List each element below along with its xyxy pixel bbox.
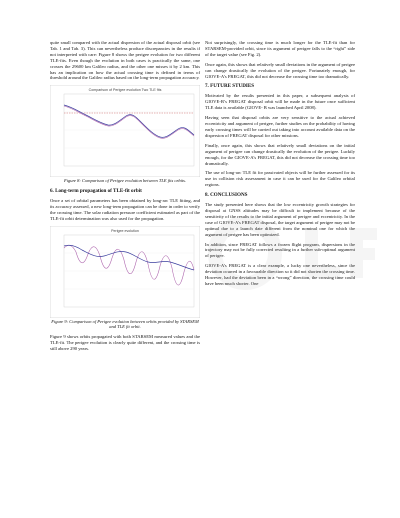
figure-9-chart	[50, 226, 200, 318]
figure-8-chart	[50, 85, 200, 177]
right-paragraph-2: Once again, this shows that relatively small deviations in the argument of perigee can change drastically the evolution of the perigee. Fortunately enough, for GIOVE-A’s FREGAT, this did not decrease the crossing time too dramatically.	[205, 61, 355, 79]
section-7-heading: 7. FUTURE STUDIES	[205, 83, 255, 90]
right-paragraph-9: GIOVE-A’s FREGAT is a clear example, a lucky one nevertheless, since the deviation ocurred in a favourable direction so it did not shorten the crossing time. However, had the deviation been in a “wrong” direction, the crossing time could have been much shorter. One	[205, 263, 355, 286]
watermark-logo	[205, 208, 385, 298]
figure-8-title: Comparison of Perigee evolution Two TLE fits	[88, 88, 162, 93]
figure-9-caption: Figure 9: Comparison of Perigee evolution between orbits provided by STARSEM and TLE fit orbit.	[51, 318, 199, 330]
section-6-heading: 6. Long-term propagation of TLE-fit orbit	[50, 187, 142, 194]
right-paragraph-8: In addition, since FREGAT follows a frozen flight program, dispersions in the trajectory may not be fully corrected resulting in a further sub-optimal argument of perigee.	[205, 241, 355, 259]
figure-9-title: Perigee evolution	[111, 228, 139, 233]
figure-9	[50, 226, 200, 318]
left-paragraph-2: Once a set of orbital parameters has been obtained by long-arc TLE fitting, and its accuracy assessed, a new long-term propagation can be done in order to verify the crossing time. The solar radiation pressure coefficient estimated as part of the TLE-fit orbit determination was also used for the propagation.	[50, 197, 200, 221]
figure-8	[50, 85, 200, 177]
right-paragraph-6: The use of long-arc TLE fit for passivated objects will be further assessed for its use in collision risk assessment in case it can be used for the Galileo orbital regions.	[205, 170, 355, 188]
left-paragraph-3: Figure 9 shows orbits propagated with both STARSEM measured values and the TLE-fit. The perigee evolution is clearly quite different, and the crossing time is still above 290 years.	[50, 333, 200, 351]
right-paragraph-4: Having seen that disposal orbits are very sensitive to the actual achieved eccentricity and argument of perigee, further studies on the probability of having early crossing times will be carried out taking into account available data on the dispersion of FREGAT disposal for other missions.	[205, 115, 355, 138]
section-8-heading: 8. CONCLUSIONS	[205, 192, 248, 199]
left-column	[50, 40, 200, 355]
right-paragraph-5: Finally, once again, this shows that relatively small deviations on the initial argument of perigee can change drastically the evolution of the perigee. Luckily enough, for the GIOVE-A’s FREGAT, this did not decrease the crossing time too dramatically.	[205, 142, 355, 166]
right-paragraph-3: Motivated by the results presented in this paper, a subsequent analysis of GIOVE-B’s FREGAT disposal orbit will be made in the future once sufficient TLE data is available (GIOVE- B was launched April 2008).	[205, 93, 355, 111]
right-paragraph-1: Not surprisingly, the crossing time is much longer for the TLE-fit than for STARSEM-provided orbit, since its argument of perigee falls to the “right” side of the target value (see Fig. 2).	[205, 40, 355, 57]
right-paragraph-7: The study presented here shows that the low eccentricity growth strategies for disposal at GNSS altitudes may be difficult to implement because of the sensitivity of the results to the initial argument of perigee and eccentricity. In the case of GIOVE-A’s FREGAT disposal, the target argument of perigee may not be optimal due to a launch date different from the nominal one for which the argument of perigee has been optimized.	[205, 202, 355, 237]
figure-8-caption: Figure 8: Comparison of Perigee evolution between TLE fits orbits.	[63, 178, 187, 184]
left-paragraph-1: quite small compared with the actual dispersion of the actual disposal orbit (see Tab. 1 and Tab. 3). This can nevertheless produce discrepancies in the results if not interpreted with care: Figure 8 shows the perigee evolution for two different TLE-fits. Even though the evolution in both cases is practically the same, one crosses the 29600 km Galileo radius, and the other one misses it by 2 km. This has an implication on how the actual crossing time is defined in terms of threshold around the Galileo radius based on the long-term propagation accuracy.	[50, 40, 200, 81]
